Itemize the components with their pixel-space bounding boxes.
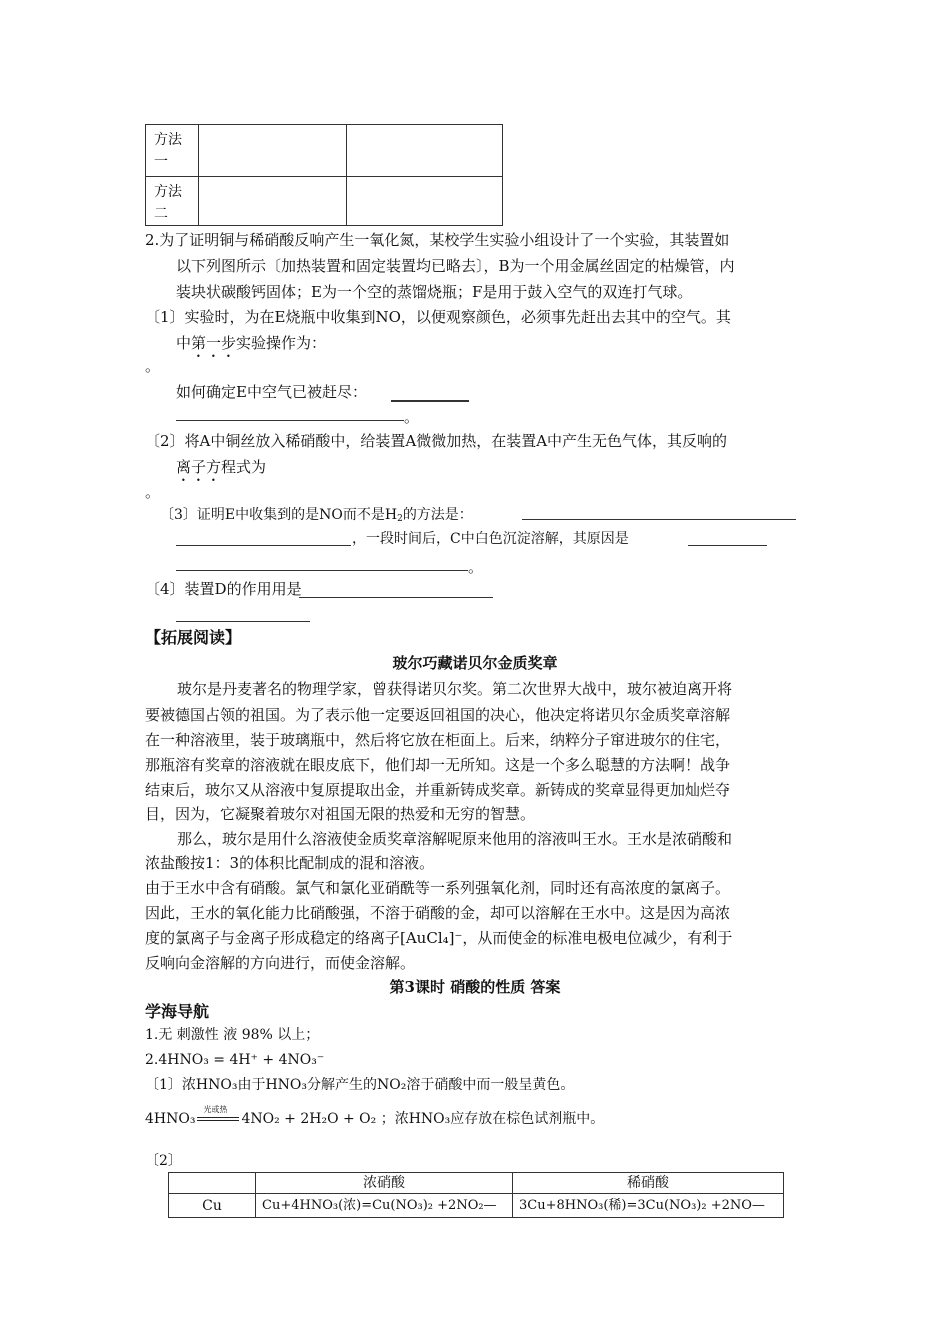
method-row2-cell-a: [198, 177, 346, 226]
q2-p3-blank-a[interactable]: [522, 519, 796, 520]
method-row2-cell-b: [346, 177, 502, 226]
answers-line4: [145, 1105, 605, 1129]
q2-p3-tail: 的方法是：: [402, 507, 473, 523]
answers-table-cell: 3Cu+8HNO₃(稀)=3Cu(NO₃)₂ +2NO—: [513, 1194, 784, 1218]
method-table: [145, 124, 503, 226]
reaction-condition: 光或热: [203, 1105, 228, 1114]
answers-line4-lhs: 4HNO₃: [145, 1111, 196, 1127]
reading-para3-line: 因此，王水的氧化能力比硝酸强，不溶于硝酸的金，却可以溶解在王水中。这是因为高浓: [145, 904, 731, 922]
reading-para1-line: 玻尔是丹麦著名的物理学家，曾获得诺贝尔奖。第二次世界大战中，玻尔被迫离开将: [177, 680, 733, 698]
q2-p1-emph: 第一步: [191, 334, 237, 352]
q2-p2-period: 。: [145, 483, 161, 501]
answers-table: [168, 1172, 784, 1218]
q2-p3-blank-b[interactable]: [176, 545, 351, 546]
q2-p1-suffix: 实验操作为：: [236, 334, 327, 352]
q2-intro-line3: 装块状碳酸钙固体；E为一个空的蒸馏烧瓶；F是用于鼓入空气的双连打气球。: [176, 283, 693, 301]
answers-title: 第3课时 硝酸的性质 答案: [389, 978, 561, 996]
q2-p1-blank-a[interactable]: [391, 400, 469, 402]
reading-para1-line: 目，因为，它凝聚着玻尔对祖国无限的热爱和无穷的智慧。: [145, 805, 536, 823]
q2-p1-line2: [176, 332, 326, 361]
answers-table-header: 稀硝酸: [513, 1173, 784, 1194]
q2-p3-text: 〔3〕证明E中收集到的是NO而不是H: [160, 507, 398, 523]
q2-p1-prefix: 中: [176, 334, 192, 352]
reading-para2-line: 浓盐酸按1：3的体积比配制成的混和溶液。: [145, 854, 435, 872]
q2-p1-blank-period: 。: [404, 408, 420, 426]
answers-line1: 1.无 刺激性 液 98% 以上；: [145, 1027, 320, 1043]
q2-intro-line1: 2.为了证明铜与稀硝酸反响产生一氧化氮，某校学生实验小组设计了一个实验，其装置如: [145, 231, 730, 249]
q2-p3-h2-sub: 2: [397, 514, 403, 524]
answers-table-label: 〔2〕: [145, 1153, 182, 1169]
q2-intro-line2: 以下列图所示〔加热装置和固定装置均已略去〕，B为一个用金属丝固定的枯燥管，内: [176, 257, 735, 275]
q2-p2-emph: 离子方: [176, 458, 222, 476]
answers-table-cell: Cu: [169, 1194, 256, 1218]
q2-p2-line2: [176, 456, 266, 485]
reading-para2-line: 那么，玻尔是用什么溶液使金质奖章溶解呢原来他用的溶液叫王水。王水是浓硝酸和: [177, 830, 733, 848]
reading-header: 【拓展阅读】: [145, 628, 242, 647]
method-row1-cell-b: [346, 125, 502, 177]
answers-table-header: 浓硝酸: [256, 1173, 513, 1194]
reading-title: 玻尔巧藏诺贝尔金质奖章: [392, 654, 558, 672]
answers-line2: 2.4HNO₃ = 4H⁺ + 4NO₃⁻: [145, 1052, 325, 1068]
answers-line3: 〔1〕浓HNO₃由于HNO₃分解产生的NO₂溶于硝酸中而一般呈黄色。: [145, 1077, 575, 1093]
answers-line4-rhs: 4NO₂ + 2H₂O + O₂ ；浓HNO₃应存放在棕色试剂瓶中。: [241, 1111, 605, 1127]
q2-p1-period: 。: [145, 357, 161, 375]
q2-p1-blank-b[interactable]: [176, 420, 404, 421]
reading-para3-line: 反响向金溶解的方向进行，而使金溶解。: [145, 954, 416, 972]
reading-para3-line: 由于王水中含有硝酸。氯气和氯化亚硝酰等一系列强氧化剂，同时还有高浓度的氯离子。: [145, 879, 731, 897]
reaction-arrow: [195, 1105, 241, 1129]
answers-table-cell: Cu+4HNO₃(浓)=Cu(NO₃)₂ +2NO₂—: [256, 1194, 513, 1218]
q2-p2-line1: 〔2〕将A中铜丝放入稀硝酸中，给装置A微微加热，在装置A中产生无色气体，其反响的: [145, 432, 728, 450]
q2-p3-period: 。: [468, 558, 484, 576]
q2-p3-blank-c[interactable]: [688, 545, 767, 546]
q2-p4-blank-b[interactable]: [176, 621, 310, 622]
method-row1-label: 方法一: [146, 125, 199, 177]
q2-p3-blank-d[interactable]: [176, 570, 468, 571]
q2-p1-line3: 如何确定E中空气已被赶尽：: [176, 383, 367, 401]
reading-para1-line: 要被德国占领的祖国。为了表示他一定要返回祖国的决心，他决定将诺贝尔金质奖章溶解: [145, 706, 731, 724]
q2-p3-line2: ，一段时间后，C中白色沉淀溶解，其原因是: [352, 531, 629, 547]
method-row2-label: 方法二: [146, 177, 199, 226]
q2-p1-line1: 〔1〕实验时，为在E烧瓶中收集到NO，以便观察颜色，必须事先赶出去其中的空气。其: [145, 308, 731, 326]
q2-p4-blank-a[interactable]: [299, 597, 493, 598]
reading-para3-line: 度的氯离子与金离子形成稳定的络离子[AuCl₄]⁻，从而使金的标准电极电位减少，有利于: [145, 929, 733, 947]
reading-para1-line: 结束后，玻尔又从溶液中复原提取出金，并重新铸成奖章。新铸成的奖章显得更加灿烂夺: [145, 781, 731, 799]
answers-table-header-empty: [169, 1173, 256, 1194]
q2-p2-suffix: 程式为: [221, 458, 267, 476]
answers-section: 学海导航: [145, 1002, 210, 1021]
method-row1-cell-a: [198, 125, 346, 177]
reading-para1-line: 那瓶溶有奖章的溶液就在眼皮底下，他们却一无所知。这是一个多么聪慧的方法啊！战争: [145, 756, 731, 774]
q2-p3-line1: [160, 505, 473, 529]
reading-para1-line: 在一种溶液里，装于玻璃瓶中，然后将它放在柜面上。后来，纳粹分子窜进玻尔的住宅，: [145, 731, 731, 749]
q2-p4-line1: 〔4〕装置D的作用用是: [145, 580, 302, 598]
